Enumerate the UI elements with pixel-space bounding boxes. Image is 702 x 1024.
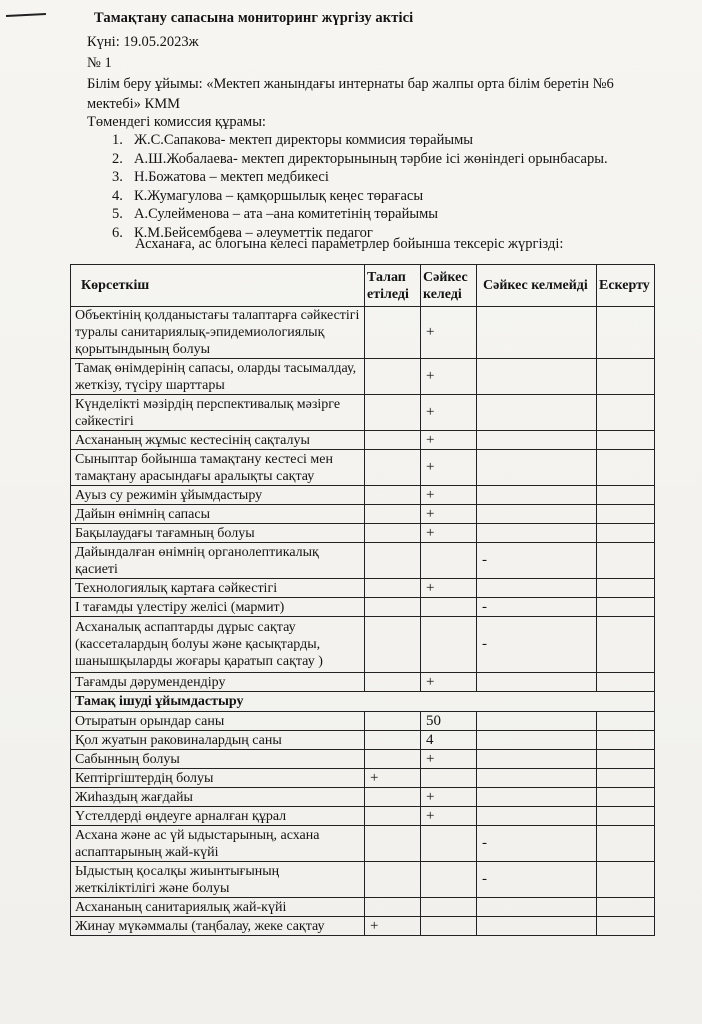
header-indicator: Көрсеткіш	[71, 265, 365, 307]
member-number: 6.	[112, 224, 123, 241]
date-line: Күні: 19.05.2023ж	[87, 34, 199, 50]
required-cell: +	[365, 769, 421, 788]
required-cell	[365, 543, 421, 579]
noncompliant-cell	[477, 450, 597, 486]
member-number: 1.	[112, 132, 123, 148]
note-cell	[597, 431, 655, 450]
commission-member	[112, 205, 608, 224]
member-text: А.Сулейменова – ата –ана комитетінің төрайымы	[134, 206, 439, 222]
indicator-cell: Кептіргіштердің болуы	[71, 769, 365, 788]
table-row	[71, 731, 655, 750]
compliant-cell	[421, 826, 477, 862]
table-row	[71, 307, 655, 359]
indicator-cell: Асхананың жұмыс кестесінің сақталуы	[71, 431, 365, 450]
indicator-cell: Технологиялық картаға сәйкестігі	[71, 579, 365, 598]
required-cell	[365, 579, 421, 598]
required-cell	[365, 731, 421, 750]
noncompliant-cell	[477, 731, 597, 750]
table-row	[71, 769, 655, 788]
table-row	[71, 359, 655, 395]
required-cell	[365, 898, 421, 917]
indicator-cell: Дайындалған өнімнің органолептикалық қасиеті	[71, 543, 365, 579]
noncompliant-cell: -	[477, 598, 597, 617]
document-title: Тамақтану сапасына мониторинг жүргізу актісі	[94, 10, 414, 26]
indicator-cell: Дайын өнімнің сапасы	[71, 505, 365, 524]
required-cell	[365, 826, 421, 862]
indicator-cell: Күнделікті мәзірдің перспективалық мәзірге сәйкестігі	[71, 395, 365, 431]
compliant-cell: +	[421, 486, 477, 505]
member-text: Ж.С.Сапакова- мектеп директоры коммисия төрайымы	[134, 132, 474, 148]
noncompliant-cell	[477, 898, 597, 917]
table-row	[71, 917, 655, 936]
table-row	[71, 431, 655, 450]
compliant-cell	[421, 543, 477, 579]
indicator-cell: I тағамды үлестіру желісі (мармит)	[71, 598, 365, 617]
compliant-cell: +	[421, 524, 477, 543]
table-row	[71, 807, 655, 826]
noncompliant-cell: -	[477, 617, 597, 673]
indicator-cell: Жиһаздың жағдайы	[71, 788, 365, 807]
note-cell	[597, 788, 655, 807]
noncompliant-cell	[477, 359, 597, 395]
table-row	[71, 673, 655, 692]
org-line-1: Білім беру ұйымы: «Мектеп жанындағы интернаты бар жалпы орта білім беретін №6	[87, 76, 614, 92]
indicator-cell: Асханалық аспаптарды дұрыс сақтау (кассеталардың болуы және қасықтарды, шанышқыларды жоғары қаратып сақтау )	[71, 617, 365, 673]
indicator-cell: Жинау мүкәммалы (таңбалау, жеке сақтау	[71, 917, 365, 936]
note-cell	[597, 395, 655, 431]
commission-member	[112, 168, 608, 187]
table-row	[71, 712, 655, 731]
section-row	[71, 692, 655, 712]
member-text: А.Ш.Жобалаева- мектеп директорынының тәрбие ісі жөніндегі орынбасары.	[134, 150, 608, 167]
indicator-cell: Үстелдерді өңдеуге арналған құрал	[71, 807, 365, 826]
note-cell	[597, 598, 655, 617]
required-cell	[365, 862, 421, 898]
compliant-cell	[421, 898, 477, 917]
indicator-cell: Бақылаудағы тағамның болуы	[71, 524, 365, 543]
compliant-cell: +	[421, 505, 477, 524]
noncompliant-cell	[477, 788, 597, 807]
compliant-cell	[421, 862, 477, 898]
indicator-cell: Асхананың санитариялық жай-күйі	[71, 898, 365, 917]
note-cell	[597, 769, 655, 788]
pen-mark	[6, 13, 46, 17]
note-cell	[597, 826, 655, 862]
org-line-2: мектебі» КММ	[87, 96, 180, 112]
required-cell	[365, 524, 421, 543]
indicator-cell: Ыдыстың қосалқы жиынтығының жеткіліктілігі және болуы	[71, 862, 365, 898]
commission-member	[112, 187, 608, 206]
note-cell	[597, 731, 655, 750]
compliant-cell: +	[421, 395, 477, 431]
inspection-intro: Асханаға, ас блогына келесі параметрлер бойынша тексеріс жүргізді:	[135, 236, 564, 252]
table-row	[71, 826, 655, 862]
table-row	[71, 395, 655, 431]
note-cell	[597, 486, 655, 505]
commission-heading: Төмендегі комиссия құрамы:	[87, 114, 266, 130]
indicator-cell: Сабынның болуы	[71, 750, 365, 769]
commission-list	[112, 131, 608, 242]
noncompliant-cell	[477, 307, 597, 359]
compliant-cell: +	[421, 807, 477, 826]
header-compliant: Сәйкес келеді	[421, 265, 477, 307]
required-cell	[365, 673, 421, 692]
note-cell	[597, 617, 655, 673]
required-cell	[365, 617, 421, 673]
table-row	[71, 750, 655, 769]
table-header-row	[71, 265, 655, 307]
indicator-cell: Тағамды дәрумендендіру	[71, 673, 365, 692]
section-title: Тамақ ішуді ұйымдастыру	[71, 692, 655, 712]
table-row	[71, 524, 655, 543]
member-number: 5.	[112, 206, 123, 222]
note-cell	[597, 450, 655, 486]
compliant-cell: 4	[421, 731, 477, 750]
compliant-cell: 50	[421, 712, 477, 731]
required-cell	[365, 359, 421, 395]
indicator-cell: Отыратын орындар саны	[71, 712, 365, 731]
table-row	[71, 579, 655, 598]
commission-member	[112, 150, 608, 169]
note-cell	[597, 505, 655, 524]
note-cell	[597, 750, 655, 769]
compliant-cell: +	[421, 307, 477, 359]
noncompliant-cell	[477, 769, 597, 788]
compliant-cell: +	[421, 673, 477, 692]
required-cell	[365, 431, 421, 450]
table-row	[71, 505, 655, 524]
compliant-cell: +	[421, 431, 477, 450]
noncompliant-cell: -	[477, 826, 597, 862]
member-number: 4.	[112, 187, 123, 204]
note-cell	[597, 712, 655, 731]
table-row	[71, 598, 655, 617]
header-noncompliant: Сәйкес келмейді	[477, 265, 597, 307]
noncompliant-cell	[477, 917, 597, 936]
inspection-table	[70, 264, 655, 936]
note-cell	[597, 359, 655, 395]
indicator-cell: Объектінің қолданыстағы талаптарға сәйкестігі туралы санитариялық-эпидемиологиялық қорытындының болуы	[71, 307, 365, 359]
member-text: К.Жумагулова – қамқоршылық кеңес төрағасы	[134, 187, 424, 204]
table-row	[71, 788, 655, 807]
table-row	[71, 543, 655, 579]
note-cell	[597, 307, 655, 359]
note-cell	[597, 807, 655, 826]
header-required: Талап етіледі	[365, 265, 421, 307]
required-cell	[365, 712, 421, 731]
note-cell	[597, 579, 655, 598]
noncompliant-cell	[477, 579, 597, 598]
compliant-cell	[421, 769, 477, 788]
noncompliant-cell	[477, 712, 597, 731]
required-cell	[365, 788, 421, 807]
note-cell	[597, 898, 655, 917]
compliant-cell: +	[421, 788, 477, 807]
noncompliant-cell: -	[477, 862, 597, 898]
noncompliant-cell: -	[477, 543, 597, 579]
compliant-cell	[421, 617, 477, 673]
member-number: 2.	[112, 150, 123, 167]
table-row	[71, 898, 655, 917]
indicator-cell: Асхана және ас үй ыдыстарының, асхана аспаптарының жай-күйі	[71, 826, 365, 862]
indicator-cell: Қол жуатын раковиналардың саны	[71, 731, 365, 750]
required-cell	[365, 505, 421, 524]
noncompliant-cell	[477, 431, 597, 450]
noncompliant-cell	[477, 750, 597, 769]
number-line: № 1	[87, 55, 112, 71]
noncompliant-cell	[477, 395, 597, 431]
note-cell	[597, 862, 655, 898]
noncompliant-cell	[477, 505, 597, 524]
indicator-cell: Сыныптар бойынша тамақтану кестесі мен тамақтану арасындағы аралықты сақтау	[71, 450, 365, 486]
compliant-cell	[421, 598, 477, 617]
indicator-cell: Тамақ өнімдерінің сапасы, оларды тасымалдау, жеткізу, түсіру шарттары	[71, 359, 365, 395]
compliant-cell	[421, 917, 477, 936]
table-row	[71, 486, 655, 505]
noncompliant-cell	[477, 807, 597, 826]
noncompliant-cell	[477, 673, 597, 692]
commission-member	[112, 131, 608, 150]
compliant-cell: +	[421, 450, 477, 486]
note-cell	[597, 524, 655, 543]
required-cell	[365, 450, 421, 486]
member-text: Н.Божатова – мектеп медбикесі	[134, 169, 329, 185]
table-row	[71, 862, 655, 898]
member-number: 3.	[112, 169, 123, 185]
header-note: Ескерту	[597, 265, 655, 307]
required-cell	[365, 807, 421, 826]
compliant-cell: +	[421, 579, 477, 598]
required-cell	[365, 598, 421, 617]
required-cell: +	[365, 917, 421, 936]
required-cell	[365, 750, 421, 769]
noncompliant-cell	[477, 486, 597, 505]
required-cell	[365, 307, 421, 359]
note-cell	[597, 917, 655, 936]
compliant-cell: +	[421, 359, 477, 395]
member-text: К.М.Бейсембаева – әлеуметтік педагог	[134, 224, 373, 241]
noncompliant-cell	[477, 524, 597, 543]
required-cell	[365, 486, 421, 505]
table-row	[71, 617, 655, 673]
note-cell	[597, 543, 655, 579]
note-cell	[597, 673, 655, 692]
indicator-cell: Ауыз су режимін ұйымдастыру	[71, 486, 365, 505]
table-row	[71, 450, 655, 486]
compliant-cell: +	[421, 750, 477, 769]
required-cell	[365, 395, 421, 431]
